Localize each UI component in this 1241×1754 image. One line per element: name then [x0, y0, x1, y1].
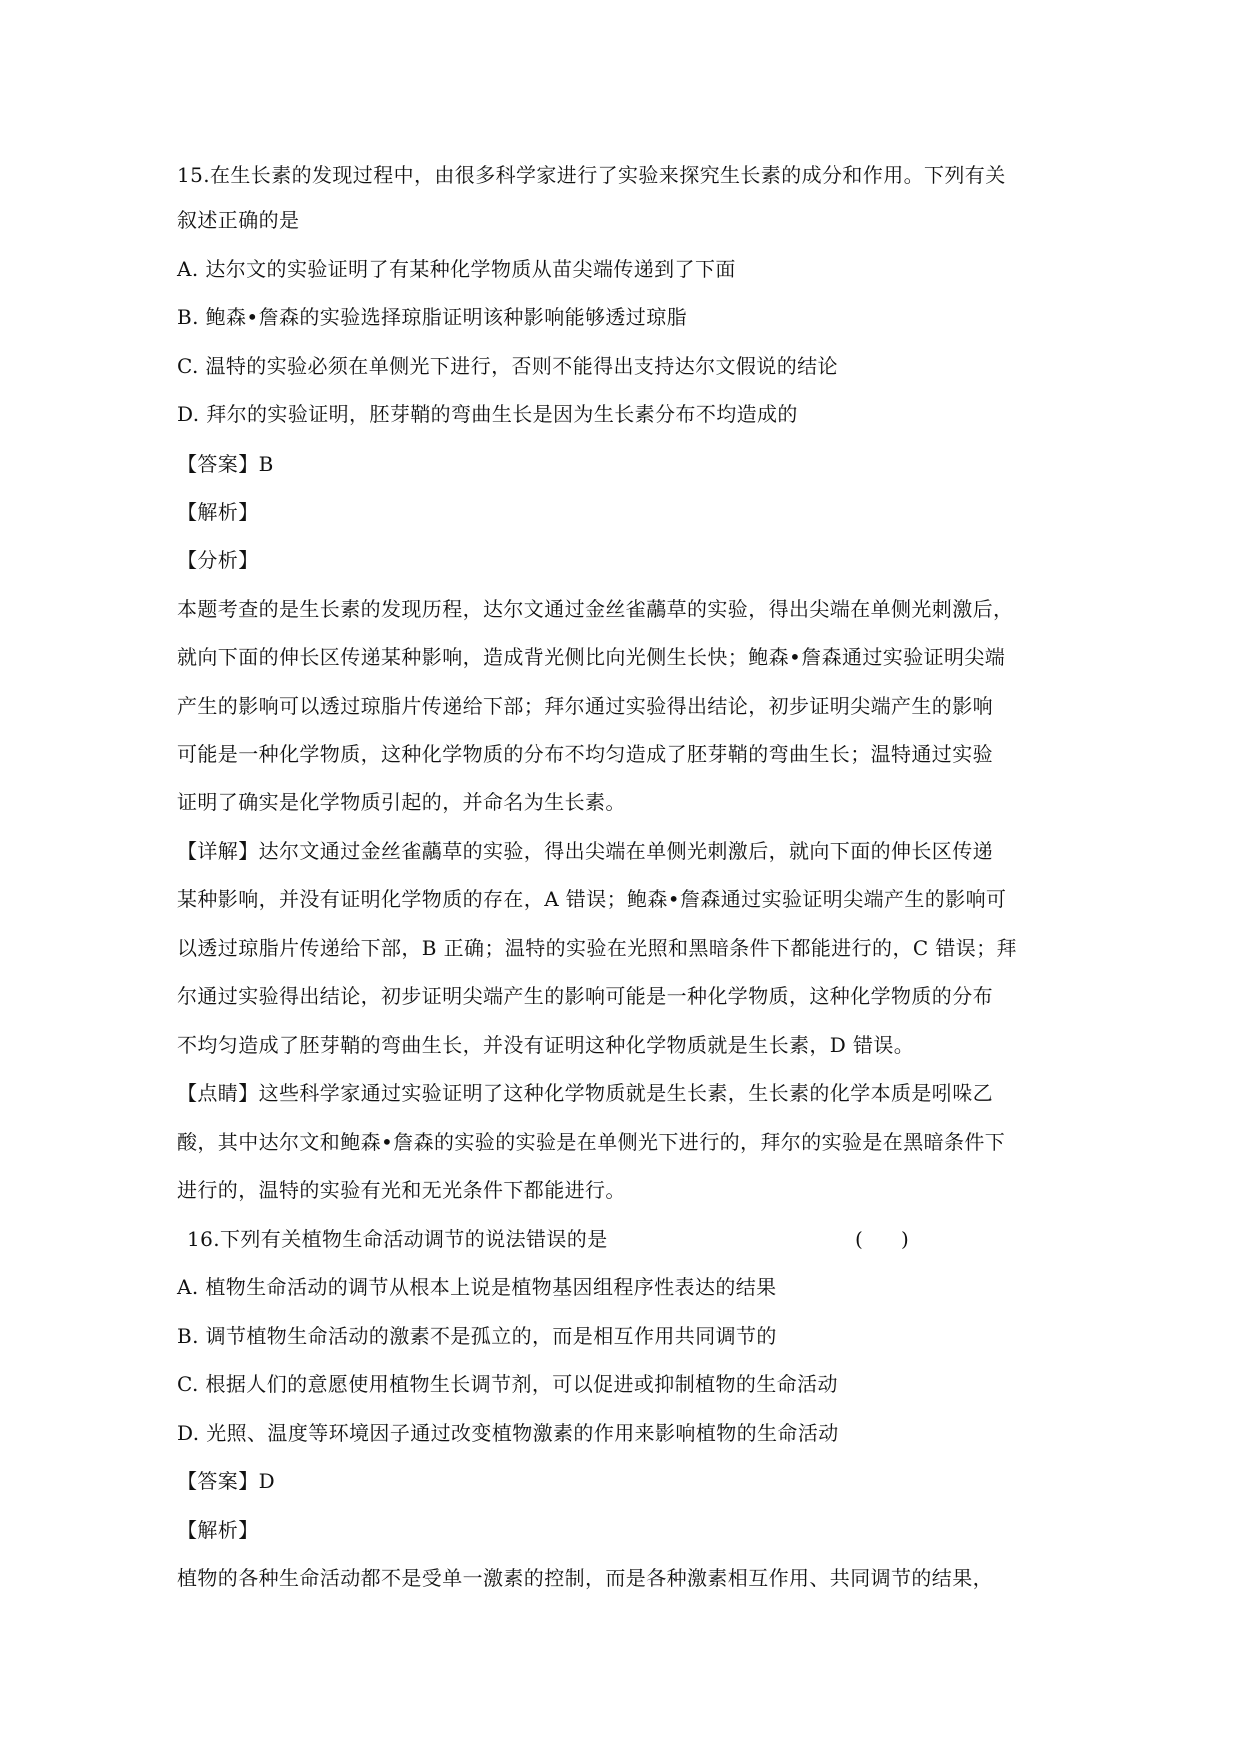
q16-jiexi-heading: 【解析】	[177, 1518, 259, 1542]
q15-analysis-line: 证明了确实是化学物质引起的，并命名为生长素。	[177, 790, 626, 814]
q16-answer: 【答案】D	[177, 1469, 276, 1493]
q16-option-b: B. 调节植物生命活动的激素不是孤立的，而是相互作用共同调节的	[177, 1324, 777, 1348]
q15-detail-line: 不均匀造成了胚芽鞘的弯曲生长，并没有证明这种化学物质就是生长素，D 错误。	[177, 1033, 915, 1057]
q15-analysis-line: 本题考查的是生长素的发现历程，达尔文通过金丝雀虉草的实验，得出尖端在单侧光刺激后，	[177, 597, 1014, 621]
q15-detail-line: 某种影响，并没有证明化学物质的存在，A 错误；鲍森•詹森通过实验证明尖端产生的影响可	[177, 887, 1007, 911]
q15-tip-line: 【点睛】这些科学家通过实验证明了这种化学物质就是生长素，生长素的化学本质是吲哚乙	[177, 1081, 993, 1105]
q16-stem: 16.下列有关植物生命活动调节的说法错误的是	[187, 1227, 608, 1251]
q15-fenxi-heading: 【分析】	[177, 548, 259, 572]
q15-analysis-line: 可能是一种化学物质，这种化学物质的分布不均匀造成了胚芽鞘的弯曲生长；温特通过实验	[177, 742, 993, 766]
q15-option-c: C. 温特的实验必须在单侧光下进行，否则不能得出支持达尔文假说的结论	[177, 354, 838, 378]
q15-detail-line: 尔通过实验得出结论，初步证明尖端产生的影响可能是一种化学物质，这种化学物质的分布	[177, 984, 993, 1008]
q15-tip-line: 进行的，温特的实验有光和无光条件下都能进行。	[177, 1178, 626, 1202]
q16-option-c: C. 根据人们的意愿使用植物生长调节剂，可以促进或抑制植物的生命活动	[177, 1372, 838, 1396]
q15-detail-line: 【详解】达尔文通过金丝雀虉草的实验，得出尖端在单侧光刺激后，就向下面的伸长区传递	[177, 839, 993, 863]
q16-answer-blank: ( )	[855, 1227, 909, 1251]
q15-detail-line: 以透过琼脂片传递给下部，B 正确；温特的实验在光照和黑暗条件下都能进行的，C 错误；拜	[177, 936, 1017, 960]
q15-answer: 【答案】B	[177, 452, 274, 476]
q16-analysis-line: 植物的各种生命活动都不是受单一激素的控制，而是各种激素相互作用、共同调节的结果，	[177, 1566, 993, 1590]
q16-option-a: A. 植物生命活动的调节从根本上说是植物基因组程序性表达的结果	[177, 1275, 777, 1299]
q15-jiexi-heading: 【解析】	[177, 500, 259, 524]
q15-stem-line2: 叙述正确的是	[177, 208, 300, 232]
q15-option-b: B. 鲍森•詹森的实验选择琼脂证明该种影响能够透过琼脂	[177, 305, 688, 329]
q16-option-d: D. 光照、温度等环境因子通过改变植物激素的作用来影响植物的生命活动	[177, 1421, 839, 1445]
q15-analysis-line: 产生的影响可以透过琼脂片传递给下部；拜尔通过实验得出结论，初步证明尖端产生的影响	[177, 694, 993, 718]
q15-stem-line1: 15.在生长素的发现过程中，由很多科学家进行了实验来探究生长素的成分和作用。下列有关	[177, 163, 1006, 187]
q15-option-a: A. 达尔文的实验证明了有某种化学物质从苗尖端传递到了下面	[177, 257, 736, 281]
q15-option-d: D. 拜尔的实验证明，胚芽鞘的弯曲生长是因为生长素分布不均造成的	[177, 402, 798, 426]
q15-analysis-line: 就向下面的伸长区传递某种影响，造成背光侧比向光侧生长快；鲍森•詹森通过实验证明尖端	[177, 645, 1006, 669]
q15-tip-line: 酸，其中达尔文和鲍森•詹森的实验的实验是在单侧光下进行的，拜尔的实验是在黑暗条件下	[177, 1130, 1006, 1154]
